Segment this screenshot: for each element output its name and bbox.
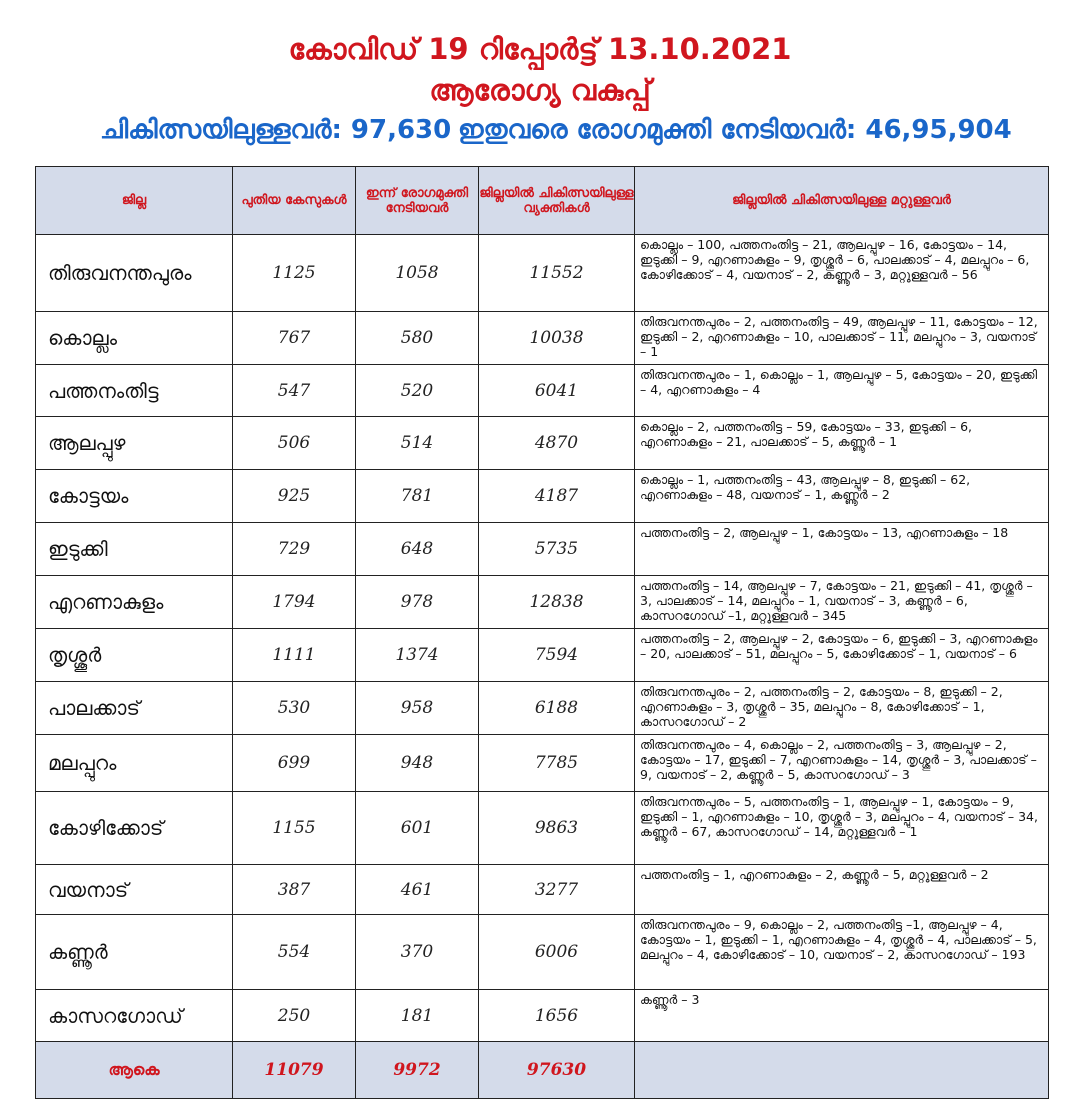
recovered-value: 601	[356, 792, 479, 865]
recovered-value: 520	[356, 365, 479, 417]
others-breakdown: തിരുവനന്തപുരം – 2, പത്തനംതിട്ട – 49, ആലപ്പുഴ – 11, കോട്ടയം – 12, ഇടുക്കി – 2, എറണാകുളം – 10, പാലക്കാട് – 11, മലപ്പുറം – 3, വയനാട് – 1	[635, 312, 1049, 365]
district-name: കൊല്ലം	[36, 312, 233, 365]
table-row	[36, 523, 1049, 576]
table-row	[36, 682, 1049, 735]
table-row	[36, 735, 1049, 792]
report-title: കോവിഡ് 19 റിപ്പോർട്ട് 13.10.2021	[288, 32, 792, 66]
active-value: 5735	[479, 523, 635, 576]
others-breakdown: കൊല്ലം – 1, പത്തനംതിട്ട – 43, ആലപ്പുഴ – 8, ഇടുക്കി – 62, എറണാകുളം – 48, വയനാട് – 1, കണ്ണൂർ – 2	[635, 470, 1049, 523]
recovered-value: 580	[356, 312, 479, 365]
new-cases-value: 506	[233, 417, 356, 470]
table-row	[36, 792, 1049, 865]
total-recovered: 9972	[356, 1042, 479, 1099]
district-name: എറണാകുളം	[36, 576, 233, 629]
new-cases-value: 699	[233, 735, 356, 792]
active-value: 7594	[479, 629, 635, 682]
active-value: 7785	[479, 735, 635, 792]
active-value: 10038	[479, 312, 635, 365]
others-breakdown: തിരുവനന്തപുരം – 5, പത്തനംതിട്ട – 1, ആലപ്പുഴ – 1, കോട്ടയം – 9, ഇടുക്കി – 1, എറണാകുളം – 10, തൃശ്ശൂർ – 3, മലപ്പുറം – 4, വയനാട് – 34, കണ്ണൂർ – 67, കാസറഗോഡ് – 14, മറ്റുള്ളവർ – 1	[635, 792, 1049, 865]
table-row	[36, 235, 1049, 312]
covid-district-table	[35, 166, 1049, 1099]
others-breakdown: പത്തനംതിട്ട – 2, ആലപ്പുഴ – 2, കോട്ടയം – 6, ഇടുക്കി – 3, എറണാകുളം – 20, പാലക്കാട് – 51, മലപ്പുറം – 5, കോഴിക്കോട് – 1, വയനാട് – 6	[635, 629, 1049, 682]
district-name: ആലപ്പുഴ	[36, 417, 233, 470]
district-name: പാലക്കാട്	[36, 682, 233, 735]
header-others-in-district: ജില്ലയിൽ ചികിത്സയിലുള്ള മറ്റുള്ളവർ	[635, 167, 1049, 235]
new-cases-value: 1155	[233, 792, 356, 865]
table-row	[36, 576, 1049, 629]
district-name: തൃശ്ശൂർ	[36, 629, 233, 682]
header-recovered-today: ഇന്ന് രോഗമുക്തി നേടിയവർ	[356, 167, 479, 235]
table-row	[36, 629, 1049, 682]
recovered-value: 461	[356, 865, 479, 915]
district-name: മലപ്പുറം	[36, 735, 233, 792]
active-value: 1656	[479, 990, 635, 1042]
recovered-value: 1374	[356, 629, 479, 682]
table-row	[36, 865, 1049, 915]
district-name: വയനാട്	[36, 865, 233, 915]
others-breakdown: തിരുവനന്തപുരം – 4, കൊല്ലം – 2, പത്തനംതിട്ട – 3, ആലപ്പുഴ – 2, കോട്ടയം – 17, ഇടുക്കി – 7, എറണാകുളം – 14, തൃശ്ശൂർ – 3, പാലക്കാട് – 9, വയനാട് – 2, കണ്ണൂർ – 5, കാസറഗോഡ് – 3	[635, 735, 1049, 792]
active-value: 4870	[479, 417, 635, 470]
new-cases-value: 1125	[233, 235, 356, 312]
district-name: കോഴിക്കോട്	[36, 792, 233, 865]
recovered-value: 648	[356, 523, 479, 576]
recovered-value: 958	[356, 682, 479, 735]
active-value: 4187	[479, 470, 635, 523]
table-row	[36, 312, 1049, 365]
total-others	[635, 1042, 1049, 1099]
new-cases-value: 547	[233, 365, 356, 417]
new-cases-value: 729	[233, 523, 356, 576]
others-breakdown: പത്തനംതിട്ട – 2, ആലപ്പുഴ – 1, കോട്ടയം – 13, എറണാകുളം – 18	[635, 523, 1049, 576]
district-name: തിരുവനന്തപുരം	[36, 235, 233, 312]
recovered-value: 781	[356, 470, 479, 523]
district-name: ഇടുക്കി	[36, 523, 233, 576]
others-breakdown: തിരുവനന്തപുരം – 9, കൊല്ലം – 2, പത്തനംതിട്ട –1, ആലപ്പുഴ – 4, കോട്ടയം – 1, ഇടുക്കി – 1, എറണാകുളം – 4, തൃശ്ശൂർ – 4, പാലക്കാട് – 5, മലപ്പുറം – 4, കോഴിക്കോട് – 10, വയനാട് – 2, കാസറഗോഡ് – 193	[635, 915, 1049, 990]
table-row	[36, 990, 1049, 1042]
table-row	[36, 915, 1049, 990]
new-cases-value: 554	[233, 915, 356, 990]
district-name: കാസറഗോഡ്	[36, 990, 233, 1042]
others-breakdown: കൊല്ലം – 2, പത്തനംതിട്ട – 59, കോട്ടയം – 33, ഇടുക്കി – 6, എറണാകുളം – 21, പാലക്കാട് – 5, കണ്ണൂർ – 1	[635, 417, 1049, 470]
others-breakdown: പത്തനംതിട്ട – 1, എറണാകുളം – 2, കണ്ണൂർ – 5, മറ്റുള്ളവർ – 2	[635, 865, 1049, 915]
total-label: ആകെ	[36, 1042, 233, 1099]
active-value: 6006	[479, 915, 635, 990]
others-breakdown: കണ്ണൂർ – 3	[635, 990, 1049, 1042]
table-row	[36, 365, 1049, 417]
new-cases-value: 250	[233, 990, 356, 1042]
active-value: 3277	[479, 865, 635, 915]
new-cases-value: 1111	[233, 629, 356, 682]
active-value: 12838	[479, 576, 635, 629]
under-treatment-summary: ചികിത്സയിലുള്ളവർ: 97,630	[100, 115, 452, 145]
new-cases-value: 530	[233, 682, 356, 735]
new-cases-value: 1794	[233, 576, 356, 629]
district-name: കണ്ണൂർ	[36, 915, 233, 990]
table-header-row	[36, 167, 1049, 235]
recovered-value: 948	[356, 735, 479, 792]
new-cases-value: 767	[233, 312, 356, 365]
recovered-value: 978	[356, 576, 479, 629]
total-row	[36, 1042, 1049, 1099]
header-active-in-district: ജില്ലയിൽ ചികിത്സയിലുള്ള വ്യക്തികൾ	[479, 167, 635, 235]
header-district: ജില്ല	[36, 167, 233, 235]
active-value: 11552	[479, 235, 635, 312]
table-row	[36, 417, 1049, 470]
active-value: 9863	[479, 792, 635, 865]
others-breakdown: പത്തനംതിട്ട – 14, ആലപ്പുഴ – 7, കോട്ടയം – 21, ഇടുക്കി – 41, തൃശ്ശൂർ – 3, പാലക്കാട് – 14, മലപ്പുറം – 1, വയനാട് – 3, കണ്ണൂർ – 6, കാസറഗോഡ് –1, മറ്റുള്ളവർ – 345	[635, 576, 1049, 629]
active-value: 6188	[479, 682, 635, 735]
new-cases-value: 387	[233, 865, 356, 915]
table-row	[36, 470, 1049, 523]
total-active: 97630	[479, 1042, 635, 1099]
recovered-value: 370	[356, 915, 479, 990]
recovered-summary: ഇതുവരെ രോഗമുക്തി നേടിയവർ: 46,95,904	[458, 115, 1012, 145]
new-cases-value: 925	[233, 470, 356, 523]
recovered-value: 181	[356, 990, 479, 1042]
header-new-cases: പുതിയ കേസുകൾ	[233, 167, 356, 235]
others-breakdown: തിരുവനന്തപുരം – 2, പത്തനംതിട്ട – 2, കോട്ടയം – 8, ഇടുക്കി – 2, എറണാകുളം – 3, തൃശ്ശൂർ – 35, മലപ്പുറം – 8, കോഴിക്കോട് – 1, കാസറഗോഡ് – 2	[635, 682, 1049, 735]
active-value: 6041	[479, 365, 635, 417]
others-breakdown: കൊല്ലം – 100, പത്തനംതിട്ട – 21, ആലപ്പുഴ – 16, കോട്ടയം – 14, ഇടുക്കി – 9, എറണാകുളം – 9, തൃശ്ശൂർ – 6, പാലക്കാട് – 4, മലപ്പുറം – 6, കോഴിക്കോട് – 4, വയനാട് – 2, കണ്ണൂർ – 3, മറ്റുള്ളവർ – 56	[635, 235, 1049, 312]
recovered-value: 514	[356, 417, 479, 470]
others-breakdown: തിരുവനന്തപുരം – 1, കൊല്ലം – 1, ആലപ്പുഴ – 5, കോട്ടയം – 20, ഇടുക്കി – 4, എറണാകുളം – 4	[635, 365, 1049, 417]
department-name: ആരോഗ്യ വകുപ്പ്	[429, 73, 651, 107]
recovered-value: 1058	[356, 235, 479, 312]
total-new-cases: 11079	[233, 1042, 356, 1099]
district-name: പത്തനംതിട്ട	[36, 365, 233, 417]
district-name: കോട്ടയം	[36, 470, 233, 523]
